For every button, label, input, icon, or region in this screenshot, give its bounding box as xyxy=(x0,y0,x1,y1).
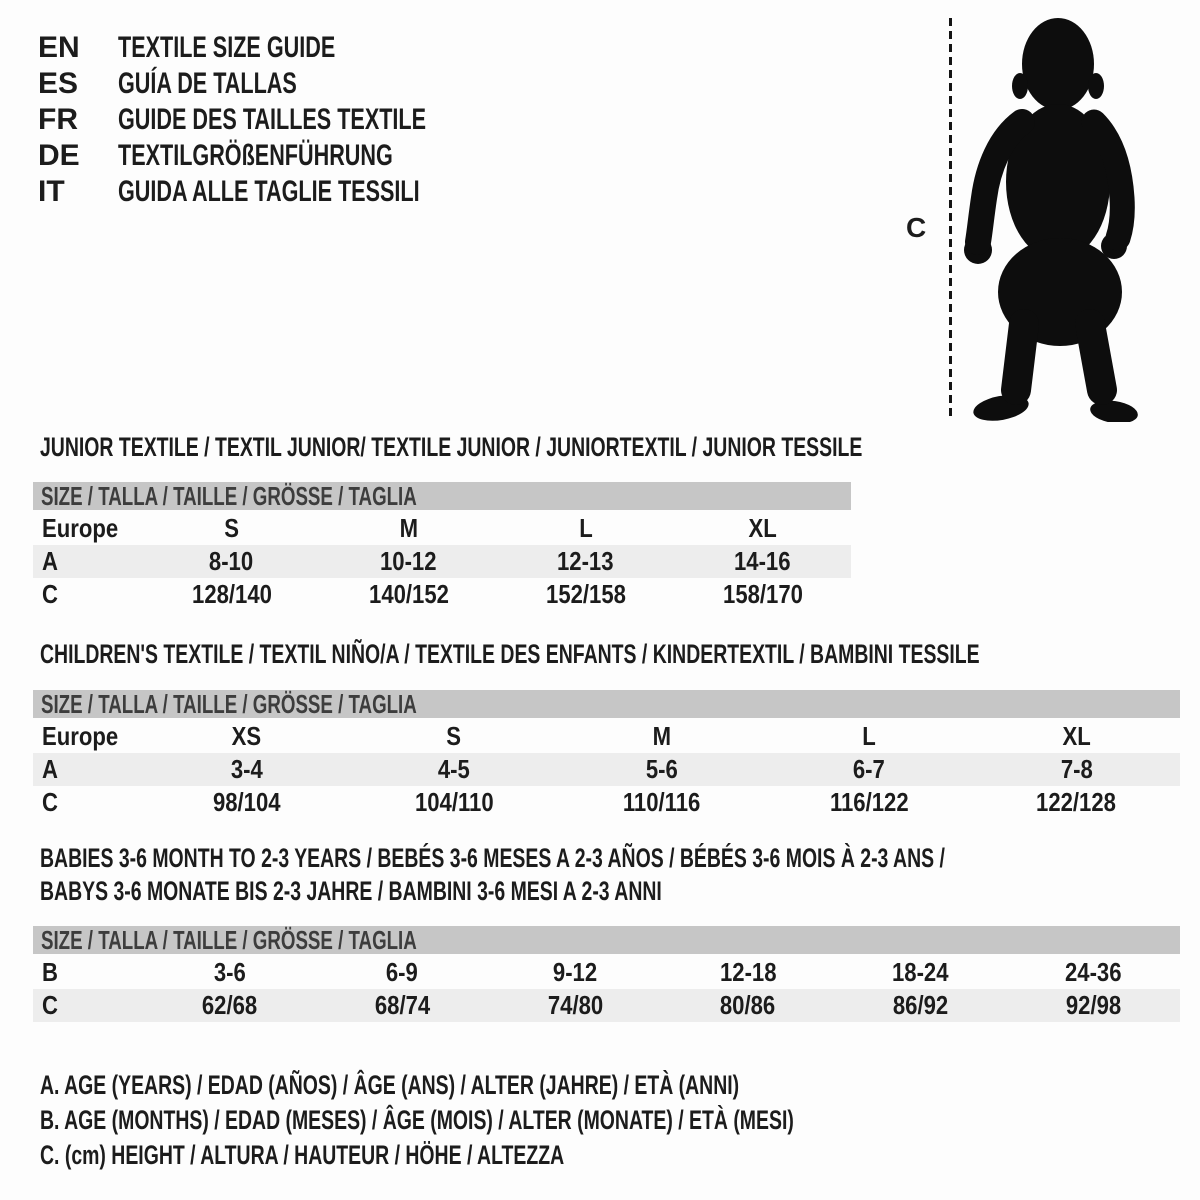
table-cell: 5-6 xyxy=(645,754,678,784)
table-cell: 7-8 xyxy=(1060,754,1093,784)
table-cell: M xyxy=(652,721,671,751)
language-row xyxy=(38,174,546,210)
size-header-bar: SIZE / TALLA / TAILLE / GRÖSSE / TAGLIA xyxy=(33,482,851,510)
language-row xyxy=(38,102,546,138)
table-cell: 68/74 xyxy=(374,990,430,1020)
language-title: TEXTILGRÖßENFÜHRUNG xyxy=(118,139,393,172)
height-measure-dashed-line xyxy=(949,18,952,416)
language-code: IT xyxy=(38,175,65,208)
table-cell: XL xyxy=(1062,721,1091,751)
table-row xyxy=(33,753,1180,786)
table-cell: 110/116 xyxy=(622,787,701,817)
table-cell: 158/170 xyxy=(722,579,803,609)
table-row xyxy=(33,989,1180,1022)
junior-size-table xyxy=(33,482,851,611)
row-label-cell: A xyxy=(42,754,58,784)
table-cell: 8-10 xyxy=(209,546,254,576)
table-cell: 80/86 xyxy=(720,990,776,1020)
language-row xyxy=(38,138,546,174)
table-cell: 6-9 xyxy=(386,957,419,987)
table-row xyxy=(33,720,1180,753)
table-cell: 92/98 xyxy=(1065,990,1122,1020)
table-cell: S xyxy=(446,721,462,751)
junior-section-title: JUNIOR TEXTILE / TEXTIL JUNIOR/ TEXTILE JUNIOR / JUNIORTEXTIL / JUNIOR TESSILE xyxy=(40,432,863,462)
language-row xyxy=(38,30,546,66)
table-cell: 18-24 xyxy=(892,957,949,987)
language-code: EN xyxy=(38,31,80,64)
note-age-months: B. AGE (MONTHS) / EDAD (MESES) / ÂGE (MOIS) / ALTER (MONATE) / ETÀ (MESI) xyxy=(40,1105,794,1135)
language-code: ES xyxy=(38,67,79,100)
table-cell: 152/158 xyxy=(545,579,626,609)
table-row xyxy=(33,786,1180,819)
table-cell: M xyxy=(399,513,418,543)
language-code: DE xyxy=(38,139,80,172)
toddler-silhouette-icon xyxy=(958,12,1140,422)
table-cell: XL xyxy=(748,513,777,543)
row-label-cell: B xyxy=(42,957,58,987)
table-cell: 128/140 xyxy=(191,579,272,609)
table-cell: 62/68 xyxy=(201,990,258,1020)
language-title: GUIDE DES TAILLES TEXTILE xyxy=(118,103,427,136)
table-cell: XS xyxy=(231,721,262,751)
table-cell: 116/122 xyxy=(829,787,909,817)
table-cell: 122/128 xyxy=(1036,787,1117,817)
row-label-cell: Europe xyxy=(42,721,119,751)
row-label-cell: C xyxy=(42,787,58,817)
table-row xyxy=(33,956,1180,989)
table-cell: 4-5 xyxy=(438,754,471,784)
table-cell: 3-4 xyxy=(230,754,263,784)
babies-section-title-line1: BABIES 3-6 MONTH TO 2-3 YEARS / BEBÉS 3-6 MESES A 2-3 AÑOS / BÉBÉS 3-6 MOIS À 2-3 ANS / xyxy=(40,843,945,873)
row-label-cell: A xyxy=(42,546,58,576)
table-cell: 24-36 xyxy=(1065,957,1122,987)
children-size-table xyxy=(33,690,1180,819)
table-row xyxy=(33,512,851,545)
table-cell: 12-18 xyxy=(719,957,777,987)
table-cell: 10-12 xyxy=(380,546,437,576)
language-code: FR xyxy=(38,103,78,136)
row-label-cell: Europe xyxy=(42,513,119,543)
table-row xyxy=(33,545,851,578)
children-section-title: CHILDREN'S TEXTILE / TEXTIL NIÑO/A / TEXTILE DES ENFANTS / KINDERTEXTIL / BAMBINI TESSILE xyxy=(40,639,980,669)
table-cell: 14-16 xyxy=(734,546,791,576)
table-cell: 9-12 xyxy=(552,957,598,987)
note-age-years: A. AGE (YEARS) / EDAD (AÑOS) / ÂGE (ANS) / ALTER (JAHRE) / ETÀ (ANNI) xyxy=(40,1070,740,1100)
language-title: TEXTILE SIZE GUIDE xyxy=(118,31,336,64)
table-cell: 98/104 xyxy=(212,787,281,817)
table-cell: S xyxy=(224,513,239,543)
table-cell: 3-6 xyxy=(213,957,246,987)
table-cell: 74/80 xyxy=(547,990,603,1020)
table-row xyxy=(33,578,851,611)
language-title-list xyxy=(38,30,546,210)
language-title: GUÍA DE TALLAS xyxy=(118,67,297,100)
row-label-cell: C xyxy=(42,990,58,1020)
size-header-bar: SIZE / TALLA / TAILLE / GRÖSSE / TAGLIA xyxy=(33,690,1180,718)
table-cell: L xyxy=(862,721,876,751)
row-label-cell: C xyxy=(42,579,58,609)
table-cell: 104/110 xyxy=(414,787,494,817)
table-cell: 6-7 xyxy=(852,754,885,784)
table-cell: L xyxy=(578,513,593,543)
height-measure-label: C xyxy=(906,212,927,243)
language-row xyxy=(38,66,546,102)
table-cell: 86/92 xyxy=(893,990,949,1020)
babies-size-table xyxy=(33,926,1180,1022)
size-header-bar: SIZE / TALLA / TAILLE / GRÖSSE / TAGLIA xyxy=(33,926,1180,954)
table-cell: 12-13 xyxy=(557,546,614,576)
babies-section-title-line2: BABYS 3-6 MONATE BIS 2-3 JAHRE / BAMBINI 3-6 MESI A 2-3 ANNI xyxy=(40,876,662,906)
note-height-cm: C. (cm) HEIGHT / ALTURA / HAUTEUR / HÖHE / ALTEZZA xyxy=(40,1140,565,1170)
language-title: GUIDA ALLE TAGLIE TESSILI xyxy=(118,175,420,208)
table-cell: 140/152 xyxy=(368,579,449,609)
